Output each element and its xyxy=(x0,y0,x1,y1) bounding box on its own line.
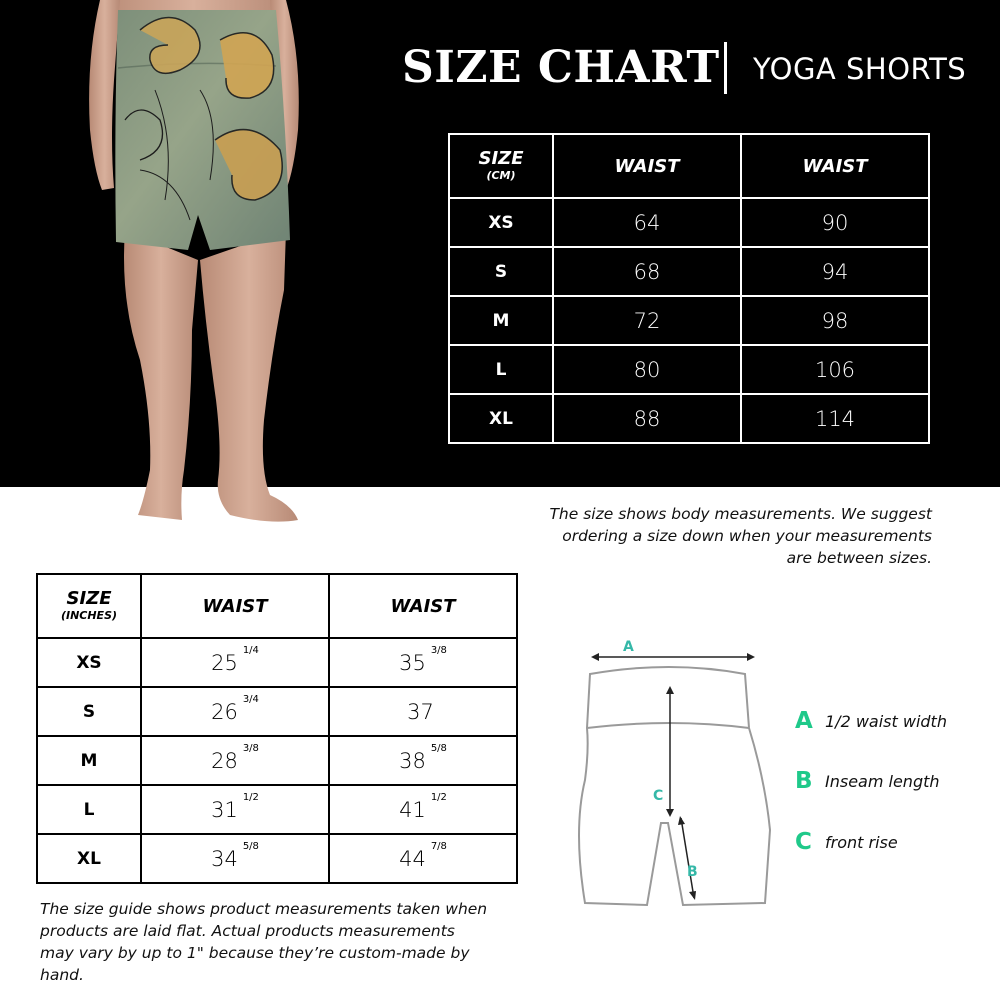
table-row xyxy=(37,834,517,883)
title-divider xyxy=(724,42,727,94)
size-label: XS xyxy=(76,652,102,673)
legend-item-c xyxy=(795,829,995,855)
legend-desc: Inseam length xyxy=(825,771,940,791)
size-label: M xyxy=(80,750,98,771)
unit-label: (INCHES) xyxy=(60,609,118,622)
value-cell: 106 xyxy=(814,357,856,382)
size-label: XL xyxy=(77,848,101,869)
col2-header: WAIST xyxy=(802,155,868,177)
model-photo xyxy=(80,0,320,530)
fraction: 5/8 xyxy=(242,840,259,852)
legend-item-b xyxy=(795,768,995,794)
size-label: XS xyxy=(488,212,514,233)
value-cell: 31 xyxy=(211,797,238,822)
size-label: L xyxy=(495,359,507,380)
page-title: SIZE CHART xyxy=(402,42,720,93)
col2-header: WAIST xyxy=(390,595,456,617)
table-row xyxy=(449,198,929,247)
label-b: B xyxy=(687,864,698,880)
table-row xyxy=(37,785,517,834)
value-cell: 35 xyxy=(399,650,426,675)
value-cell: 37 xyxy=(407,699,434,724)
body-measurement-note: The size shows body measurements. We suggest ordering a size down when your measurements are between sizes. xyxy=(549,505,932,567)
size-header-cell xyxy=(37,574,141,638)
fraction: 1/2 xyxy=(242,791,259,803)
table-header-row xyxy=(37,574,517,638)
unit-label: (CM) xyxy=(486,169,516,182)
table-header-row xyxy=(449,134,929,198)
fraction: 7/8 xyxy=(430,840,447,852)
value-cell: 25 xyxy=(211,650,238,675)
table-row xyxy=(449,394,929,443)
table-row xyxy=(37,687,517,736)
table-row xyxy=(449,345,929,394)
waist-header-cell xyxy=(741,134,929,198)
legend-desc: 1/2 waist width xyxy=(825,711,947,731)
size-header-cell xyxy=(449,134,553,198)
fraction: 3/8 xyxy=(430,644,447,656)
size-header: SIZE xyxy=(66,588,112,609)
size-label: XL xyxy=(489,408,513,429)
label-a: A xyxy=(623,639,634,655)
value-cell: 44 xyxy=(399,846,426,871)
fraction: 1/4 xyxy=(242,644,259,656)
value-cell: 72 xyxy=(633,308,661,333)
value-cell: 28 xyxy=(211,748,238,773)
size-label: S xyxy=(494,261,508,282)
col1-header: WAIST xyxy=(614,155,680,177)
waist-header-cell xyxy=(329,574,517,638)
legend-letter: A xyxy=(795,708,813,734)
value-cell: 80 xyxy=(633,357,661,382)
col1-header: WAIST xyxy=(202,595,268,617)
value-cell: 26 xyxy=(211,699,238,724)
waist-header-cell xyxy=(553,134,741,198)
value-cell: 34 xyxy=(211,846,238,871)
fraction: 5/8 xyxy=(430,742,447,754)
value-cell: 88 xyxy=(633,406,661,431)
size-label: L xyxy=(83,799,95,820)
value-cell: 94 xyxy=(821,259,849,284)
value-cell: 41 xyxy=(399,797,426,822)
label-c: C xyxy=(653,788,664,804)
legend-letter: C xyxy=(795,829,812,855)
value-cell: 38 xyxy=(399,748,426,773)
table-row xyxy=(37,638,517,687)
value-cell: 68 xyxy=(633,259,661,284)
value-cell: 98 xyxy=(821,308,849,333)
table-row xyxy=(449,296,929,345)
page-subtitle: YOGA SHORTS xyxy=(753,52,967,86)
legend-letter: B xyxy=(795,768,813,794)
table-row xyxy=(449,247,929,296)
waist-header-cell xyxy=(141,574,329,638)
product-measurement-note: The size guide shows product measurements taken when products are laid flat. Actual products measurements may vary by up to 1" because they’re custom-made by hand. xyxy=(40,900,488,984)
legend-desc: front rise xyxy=(825,832,898,852)
size-header: SIZE xyxy=(478,148,524,169)
fraction: 3/8 xyxy=(242,742,259,754)
value-cell: 64 xyxy=(633,210,661,235)
fraction: 3/4 xyxy=(242,693,259,705)
shorts-diagram xyxy=(565,630,785,915)
size-label: S xyxy=(82,701,96,722)
fraction: 1/2 xyxy=(430,791,447,803)
size-label: M xyxy=(492,310,510,331)
size-table-inches xyxy=(36,573,518,884)
value-cell: 114 xyxy=(814,406,856,431)
size-table-cm xyxy=(448,133,930,444)
table-row xyxy=(37,736,517,785)
legend-item-a xyxy=(795,708,995,734)
value-cell: 90 xyxy=(821,210,849,235)
